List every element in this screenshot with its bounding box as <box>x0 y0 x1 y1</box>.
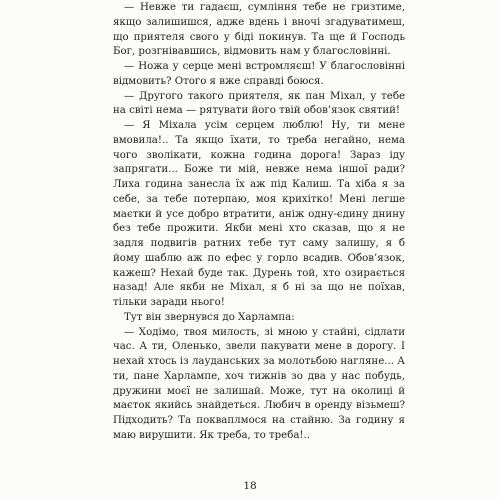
paragraph: — Ходімо, твоя милость, зі мною у стайні, сідлати час. А ти, Оленько, звели пакувати мене в дорогу. І нехай хтось із лауданських за молотьбою нагляне... А ти, пане Харлампе, хоч тижнів зо два у нас побудь, дружини моєї не залишай. Може, тут на околиці й маєток якийсь знайдеться. Любич в оренду візьмеш? Підходить? Та покваплмося на стайню. За годину я маю вирушити. Як треба, то треба!.. <box>113 326 405 441</box>
paragraph: Тут він звернувся до Харлампа: <box>124 311 295 323</box>
paragraph: — Другого такого приятеля, як пан Міхал, у тебе на світі нема — рятувати його твій обов’язок святий! <box>113 90 405 117</box>
page-number: 18 <box>243 480 257 492</box>
paragraph: — Невже ти гадаєш, сумління тебе не гризтиме, якщо залишишся, адже вдень і вночі згадуватимеш, що приятеля свого у біді покинув. Та ще й Господь Бог, розгнівавшись, відмовить нам у благословінні. <box>113 2 405 58</box>
paragraph: — Я Міхала усім серцем люблю! Ну, ти мене вмовила!.. Та якщо їхати, то треба негайно, нема чого зволікати, кожна година дорога! Зараз іду запрягати... Боже ти мій, невже нема іншої ради? Лиха година занесла їх аж під Калиш. Та хіба я за себе, за тебе потерпаю, моя крихітко! Мені легше маєтки й усе добро втратити, аніж одну-єдину днину без тебе прожити. Якби мені хто сказав, що я не задля подвигів ратних тебе тут саму залишу, я б йому шаблю аж по ефес у горло всадив. Обов’язок, кажеш? Нехай буде так. Дурень той, хто озирається назад! Але якби не Міхал, я б ні за що не поїхав, тільки заради нього! <box>113 120 405 308</box>
paragraph: — Ножа у серце мені встромляєш! У благословінні відмовить? Отого я вже справді боюся. <box>113 61 405 87</box>
body-text <box>113 1 405 444</box>
